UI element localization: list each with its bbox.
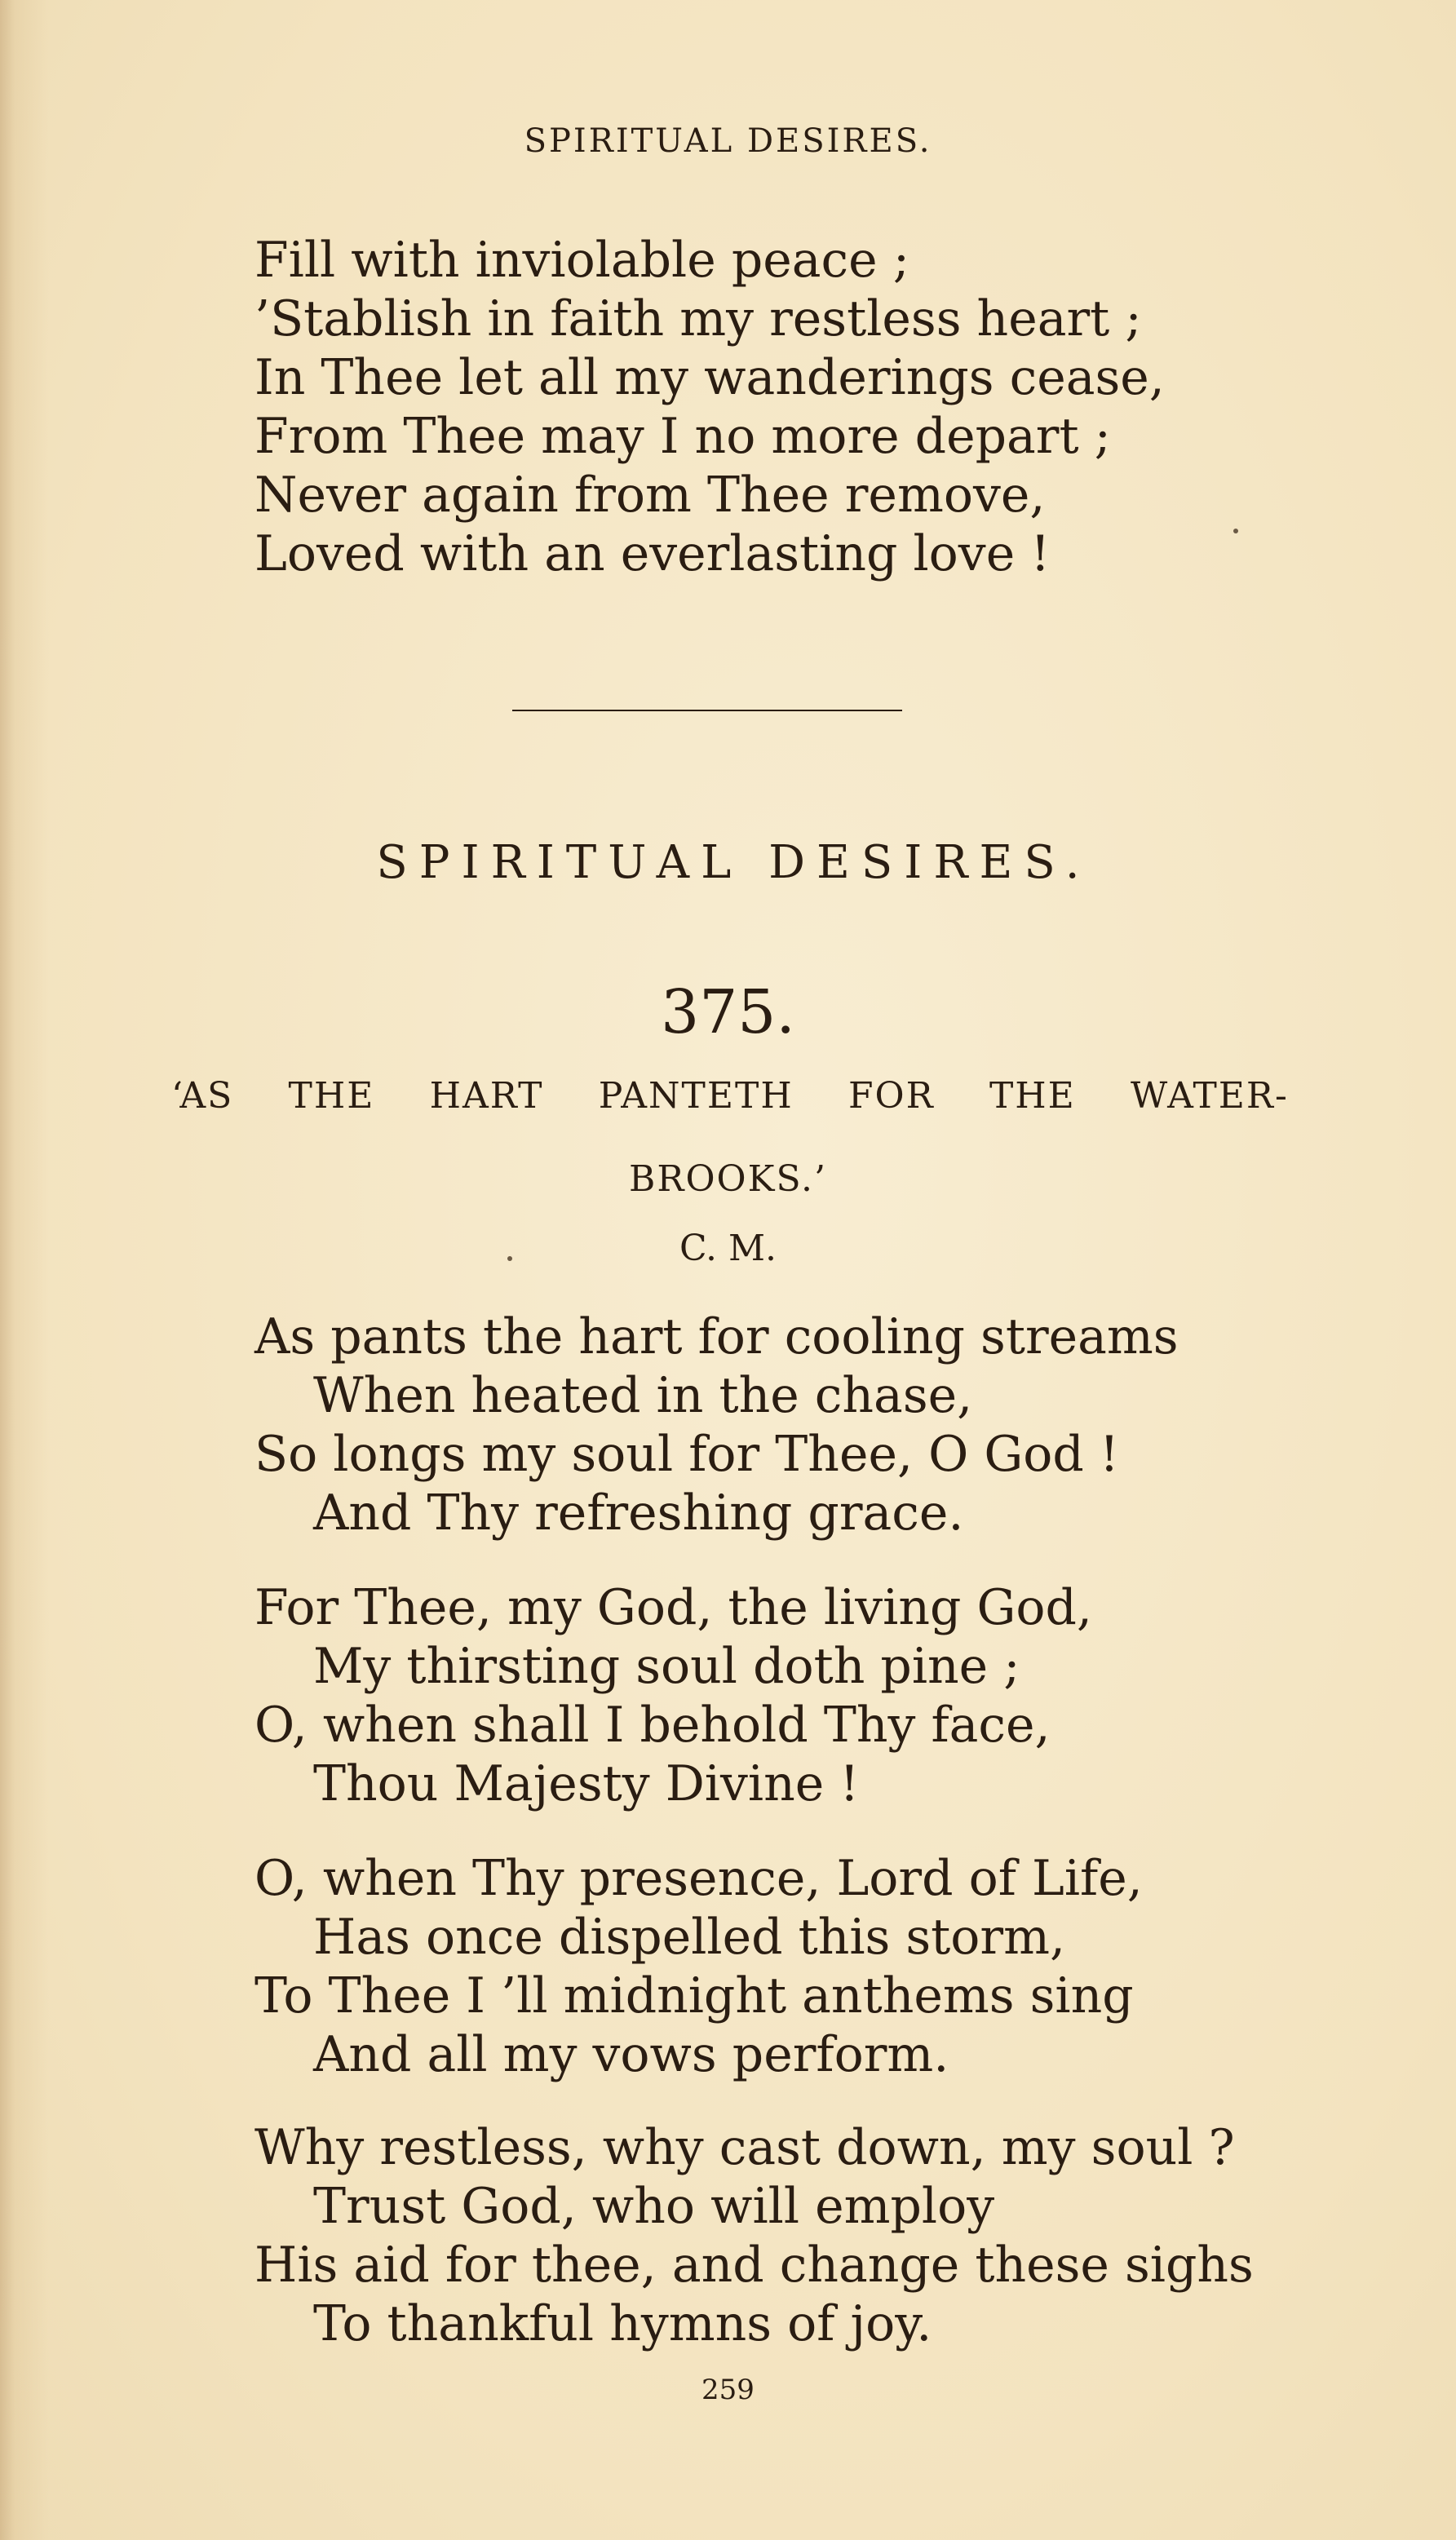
verse-line: Loved with an everlasting love ! bbox=[254, 525, 1051, 582]
verse-line: In Thee let all my wanderings cease, bbox=[254, 349, 1165, 406]
hymn-meter: C. M. bbox=[679, 1228, 777, 1269]
verse-line-indented: And all my vows perform. bbox=[313, 2026, 949, 2083]
first-line-word: ‘AS bbox=[171, 1075, 234, 1117]
verse-line: To Thee I ’ll midnight anthems sing bbox=[254, 1967, 1134, 2024]
verse-line: O, when Thy presence, Lord of Life, bbox=[254, 1850, 1143, 1907]
verse-line: For Thee, my God, the living God, bbox=[254, 1579, 1092, 1636]
verse-line: So longs my soul for Thee, O God ! bbox=[254, 1426, 1120, 1483]
first-line-word: FOR bbox=[847, 1075, 935, 1117]
verse-line: Why restless, why cast down, my soul ? bbox=[254, 2119, 1235, 2176]
verse-line: As pants the hart for cooling streams bbox=[254, 1308, 1179, 1365]
stanza-1 bbox=[254, 1308, 1179, 1542]
verse-line-indented: My thirsting soul doth pine ; bbox=[313, 1638, 1020, 1695]
verse-line-indented: Thou Majesty Divine ! bbox=[313, 1755, 860, 1812]
verse-line: From Thee may I no more depart ; bbox=[254, 408, 1111, 465]
first-line-word: WATER- bbox=[1131, 1075, 1289, 1117]
running-head: SPIRITUAL DESIRES. bbox=[524, 122, 932, 160]
verse-line: Never again from Thee remove, bbox=[254, 467, 1046, 524]
hymn-first-line-continued: BROOKS.’ bbox=[628, 1158, 828, 1200]
verse-line: His aid for thee, and change these sighs bbox=[254, 2237, 1254, 2294]
section-title: SPIRITUAL DESIRES. bbox=[376, 836, 1091, 889]
first-line-word: PANTETH bbox=[598, 1075, 794, 1117]
verse-line-indented: Has once dispelled this storm, bbox=[313, 1909, 1066, 1966]
page-number: 259 bbox=[701, 2374, 755, 2406]
first-line-word: THE bbox=[288, 1075, 375, 1117]
stanza-3 bbox=[254, 1849, 1143, 2084]
first-line-word: HART bbox=[429, 1075, 544, 1117]
verse-line: ’Stablish in faith my restless heart ; bbox=[254, 290, 1142, 347]
hymn-first-line bbox=[171, 1075, 1289, 1117]
print-speck bbox=[1233, 529, 1238, 533]
hymn-number: 375. bbox=[661, 977, 795, 1047]
verse-line-indented: When heated in the chase, bbox=[313, 1367, 973, 1424]
verse-line: Fill with inviolable peace ; bbox=[254, 232, 909, 289]
first-line-word: THE bbox=[989, 1075, 1076, 1117]
section-divider bbox=[512, 710, 902, 711]
verse-line-indented: And Thy refreshing grace. bbox=[313, 1485, 964, 1542]
verse-line-indented: Trust God, who will employ bbox=[313, 2178, 995, 2235]
verse-line-indented: To thankful hymns of joy. bbox=[313, 2295, 932, 2352]
stanza-4 bbox=[254, 2118, 1254, 2353]
print-speck bbox=[507, 1256, 512, 1261]
previous-hymn-stanza bbox=[254, 231, 1165, 583]
stanza-2 bbox=[254, 1578, 1092, 1813]
verse-line: O, when shall I behold Thy face, bbox=[254, 1697, 1051, 1754]
